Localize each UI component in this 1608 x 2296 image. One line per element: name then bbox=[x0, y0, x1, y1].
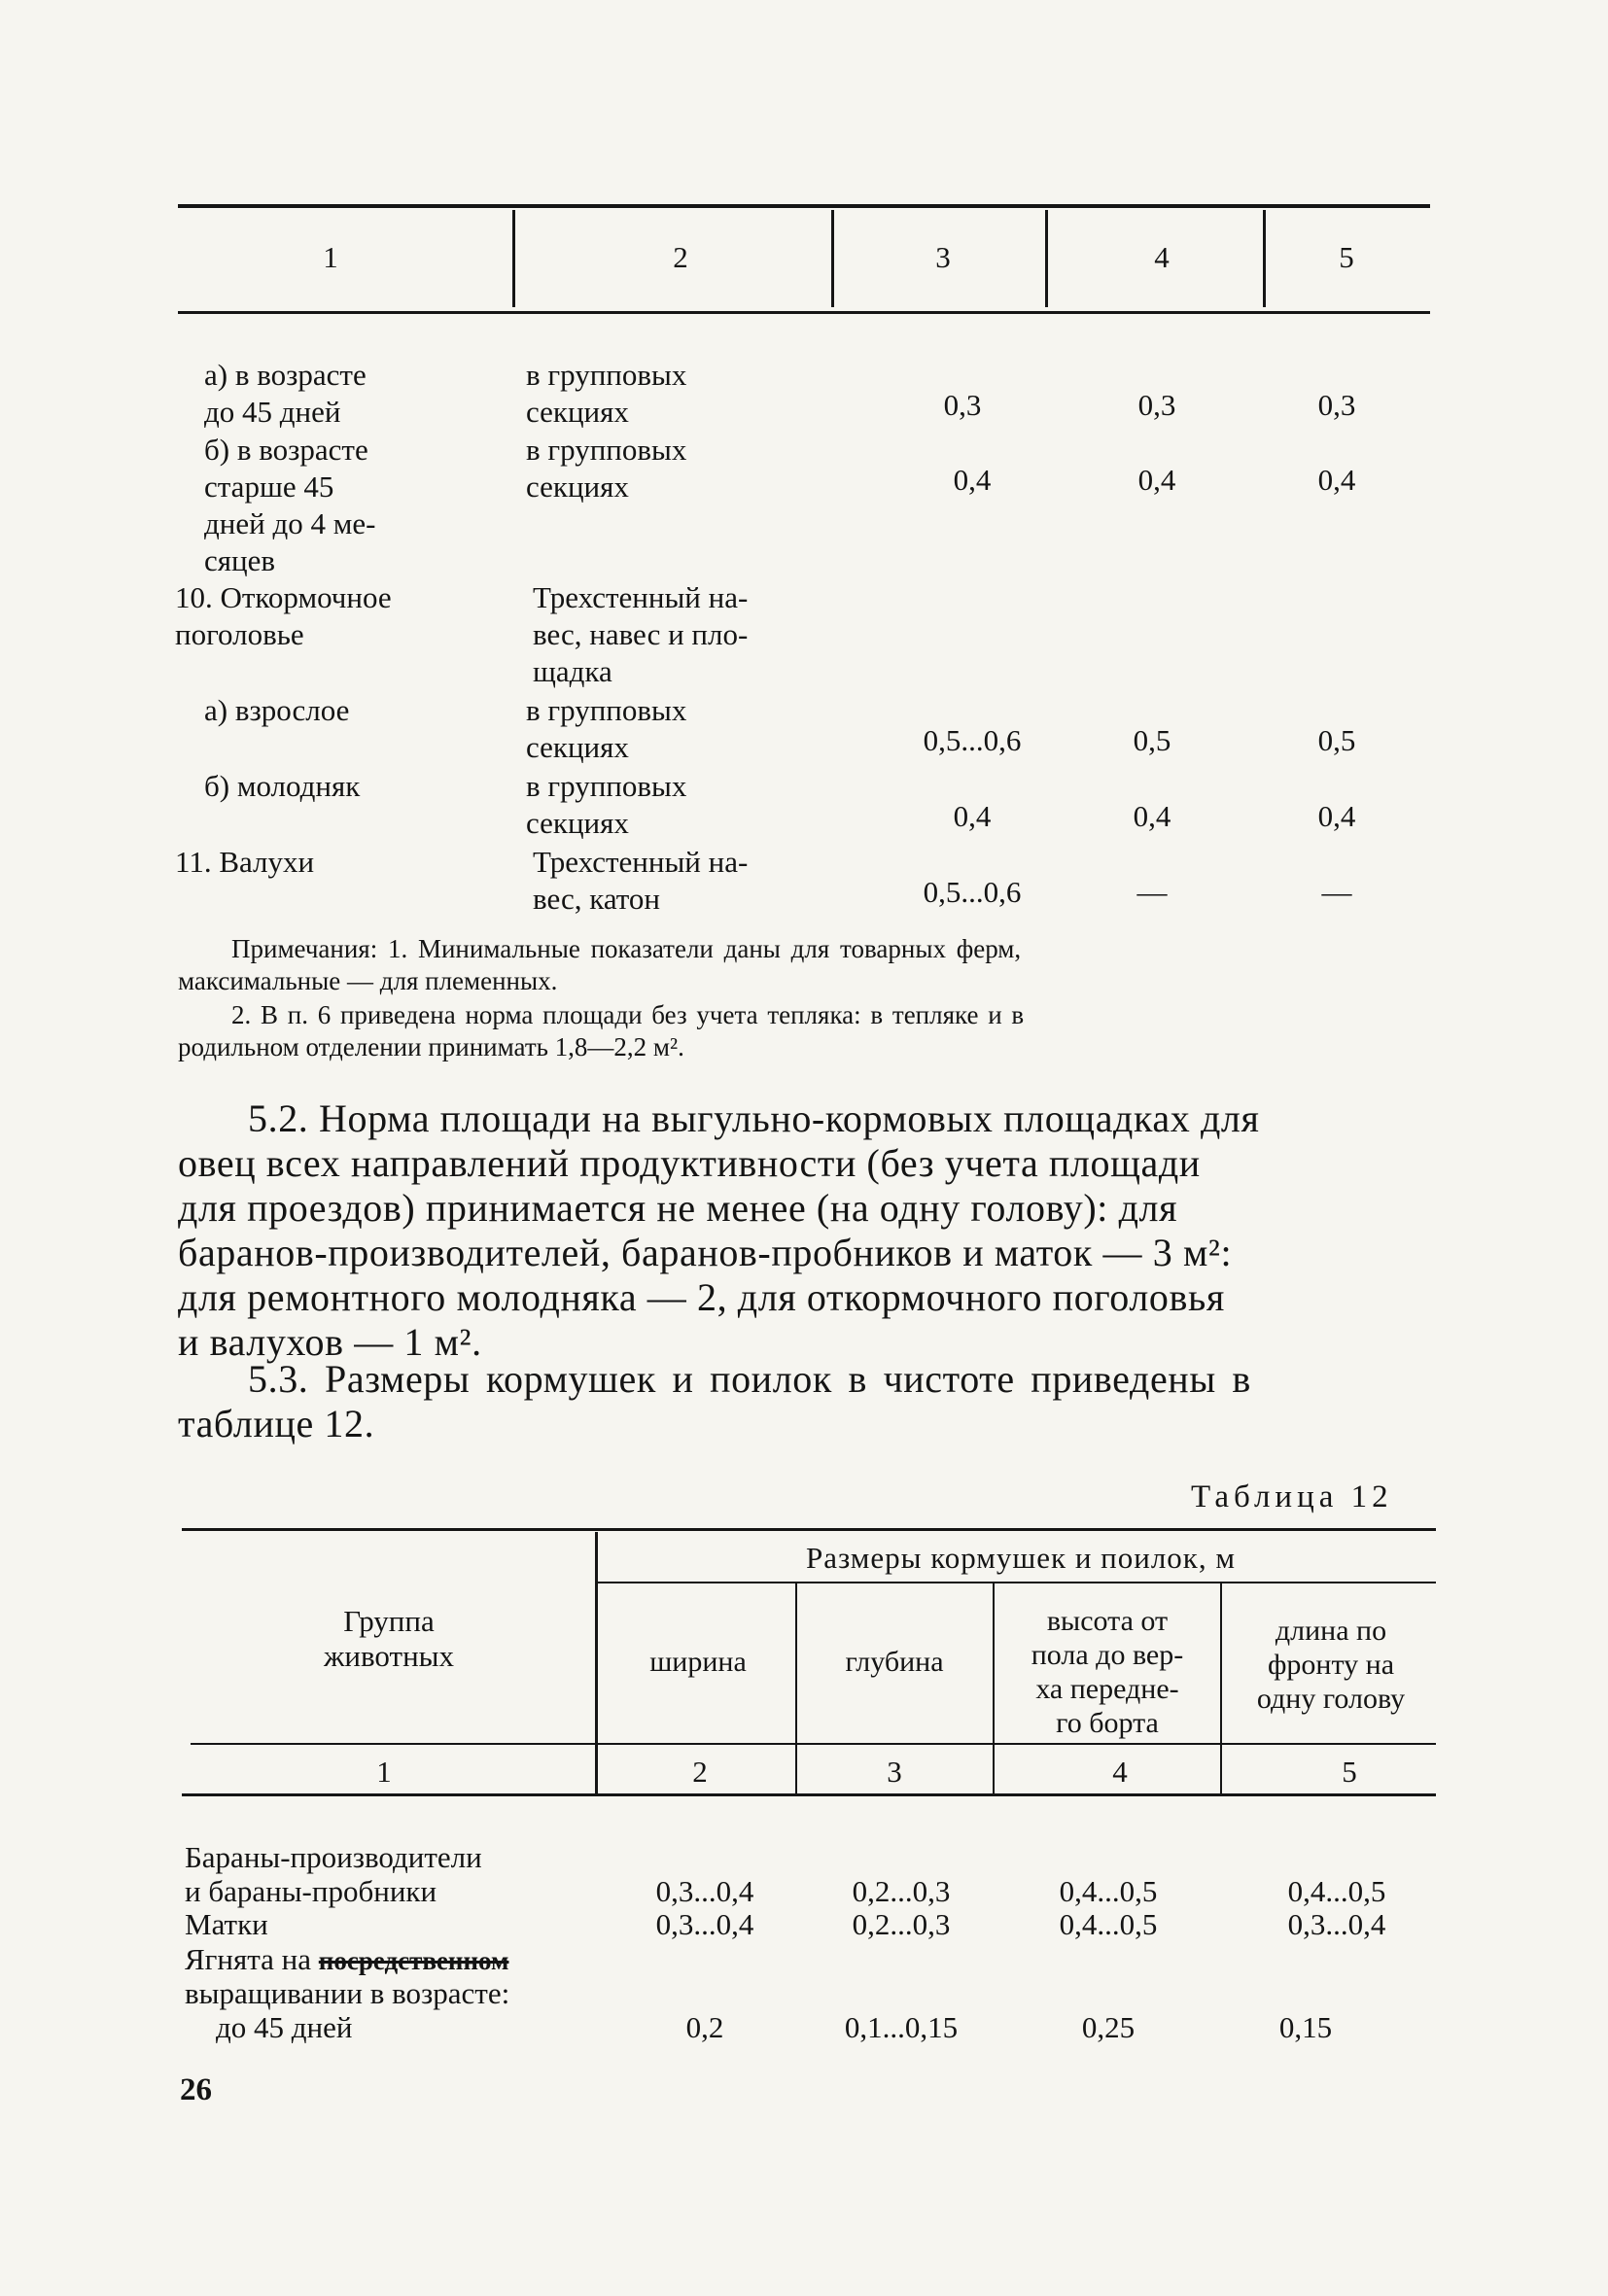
column-divider bbox=[595, 1532, 598, 1794]
table-cell: в групповых секциях bbox=[526, 358, 687, 429]
table-caption: Таблица 12 bbox=[1191, 1479, 1393, 1514]
table-cell: Трехстенный на- вес, навес и пло- щадка bbox=[533, 580, 749, 688]
table-cell: 0,4 bbox=[1317, 799, 1356, 833]
table-cell: 0,3 bbox=[943, 388, 982, 422]
header-length: длина по фронту на одну голову bbox=[1256, 1615, 1406, 1715]
table-cell: 0,5...0,6 bbox=[923, 723, 1022, 757]
note-line: родильном отделении принимать 1,8—2,2 м². bbox=[178, 1032, 684, 1061]
header-height: высота от пола до вер- ха передне- го борта bbox=[1031, 1605, 1184, 1739]
column-divider bbox=[993, 1583, 995, 1794]
table-cell: 0,25 bbox=[1081, 2010, 1136, 2044]
column-number: 5 bbox=[1339, 240, 1354, 274]
cell-text: Ягнята на bbox=[185, 1942, 319, 1976]
table-cell: 0,4...0,5 bbox=[1287, 1874, 1386, 1908]
table-cell: Бараны-производители и бараны-пробники bbox=[185, 1840, 482, 1908]
subheader-rule bbox=[191, 1743, 1436, 1745]
table-cell: 11. Валухи bbox=[175, 845, 315, 879]
column-number: 4 bbox=[1154, 240, 1170, 274]
column-number: 3 bbox=[887, 1755, 902, 1789]
table-cell: 0,5 bbox=[1317, 723, 1356, 757]
column-number: 4 bbox=[1112, 1755, 1128, 1789]
column-divider bbox=[831, 210, 834, 307]
page-number: 26 bbox=[180, 2072, 212, 2107]
column-number: 2 bbox=[673, 240, 688, 274]
table-cell: 0,5 bbox=[1133, 723, 1171, 757]
table-header-rule bbox=[178, 311, 1430, 314]
table-cell: Трехстенный на- вес, катон bbox=[533, 845, 749, 916]
table-cell: 0,3...0,4 bbox=[1287, 1907, 1386, 1941]
column-number: 1 bbox=[323, 240, 338, 274]
table-cell: 0,4 bbox=[1317, 463, 1356, 497]
table-cell: 0,2 bbox=[685, 2010, 724, 2044]
table-cell: 0,4...0,5 bbox=[1059, 1907, 1158, 1941]
table-cell: 0,3...0,4 bbox=[655, 1907, 754, 1941]
note-line: максимальные — для племенных. bbox=[178, 966, 558, 995]
text-line: баранов-производителей, баранов-пробников и маток — 3 м²: bbox=[178, 1231, 1233, 1274]
text-line: овец всех направлений продуктивности (без учета площади bbox=[178, 1141, 1201, 1185]
note-line: 2. В п. 6 приведена норма площади без учета тепляка: в тепляке и в bbox=[231, 1000, 1025, 1029]
span-rule bbox=[597, 1582, 1436, 1583]
header-width: ширина bbox=[649, 1646, 747, 1678]
note-line: Примечания: 1. Минимальные показатели даны для товарных ферм, bbox=[231, 934, 1022, 963]
text-line: для проездов) принимается не менее (на одну голову): для bbox=[178, 1186, 1178, 1230]
table-cell: до 45 дней bbox=[216, 2010, 353, 2044]
table-cell: 0,1...0,15 bbox=[844, 2010, 959, 2044]
column-divider bbox=[512, 210, 515, 307]
table-cell: 0,2...0,3 bbox=[852, 1874, 951, 1908]
table-cell: 0,5...0,6 bbox=[923, 875, 1022, 909]
text-line: и валухов — 1 м². bbox=[178, 1320, 482, 1364]
table-cell: 0,3 bbox=[1137, 388, 1176, 422]
column-divider bbox=[1220, 1583, 1222, 1794]
table-cell: 0,4 bbox=[1133, 799, 1171, 833]
table-header-rule bbox=[182, 1793, 1436, 1796]
table-cell: в групповых секциях bbox=[526, 433, 687, 504]
table-cell: 0,4 bbox=[953, 799, 992, 833]
table-cell: 0,2...0,3 bbox=[852, 1907, 951, 1941]
text-line: 5.2. Норма площади на выгульно-кормовых площадках для bbox=[248, 1096, 1260, 1140]
table-top-rule bbox=[178, 204, 1430, 208]
table-cell: Матки bbox=[185, 1907, 268, 1941]
table-cell: 10. Откормочное поголовье bbox=[175, 580, 392, 651]
table-cell: 0,4 bbox=[1137, 463, 1176, 497]
text-line: для ремонтного молодняка — 2, для откормочного поголовья bbox=[178, 1275, 1225, 1319]
table-cell: в групповых секциях bbox=[526, 769, 687, 840]
table-top-rule bbox=[182, 1528, 1436, 1531]
table-cell: 0,3 bbox=[1317, 388, 1356, 422]
column-divider bbox=[1263, 210, 1266, 307]
column-divider bbox=[795, 1583, 797, 1794]
header-span: Размеры кормушек и поилок, м bbox=[805, 1541, 1236, 1575]
table-cell: 0,4...0,5 bbox=[1059, 1874, 1158, 1908]
column-number: 3 bbox=[935, 240, 951, 274]
table-cell: б) молодняк bbox=[204, 769, 361, 803]
table-cell: выращивании в возрасте: bbox=[185, 1976, 510, 2010]
text-line: таблице 12. bbox=[178, 1402, 375, 1445]
table-cell: 0,15 bbox=[1278, 2010, 1333, 2044]
text-line: 5.3. Размеры кормушек и поилок в чистоте приведены в bbox=[248, 1357, 1251, 1401]
table-cell: — bbox=[1136, 875, 1168, 909]
header-group: Группа животных bbox=[324, 1604, 454, 1673]
table-cell: — bbox=[1321, 875, 1352, 909]
column-number: 1 bbox=[376, 1755, 392, 1789]
column-divider bbox=[1045, 210, 1048, 307]
table-cell: в групповых секциях bbox=[526, 693, 687, 764]
table-cell bbox=[185, 1942, 508, 1978]
column-number: 2 bbox=[692, 1755, 708, 1789]
table-cell: а) взрослое bbox=[204, 693, 350, 727]
table-cell: 0,3...0,4 bbox=[655, 1874, 754, 1908]
column-number: 5 bbox=[1342, 1755, 1357, 1789]
header-depth: глубина bbox=[845, 1646, 944, 1678]
table-cell: а) в возрасте до 45 дней bbox=[204, 358, 367, 429]
table-cell: б) в возрасте старше 45 дней до 4 ме- сяцев bbox=[204, 433, 376, 577]
table-cell: 0,4 bbox=[953, 463, 992, 497]
struck-word: посредственном bbox=[318, 1946, 509, 1975]
